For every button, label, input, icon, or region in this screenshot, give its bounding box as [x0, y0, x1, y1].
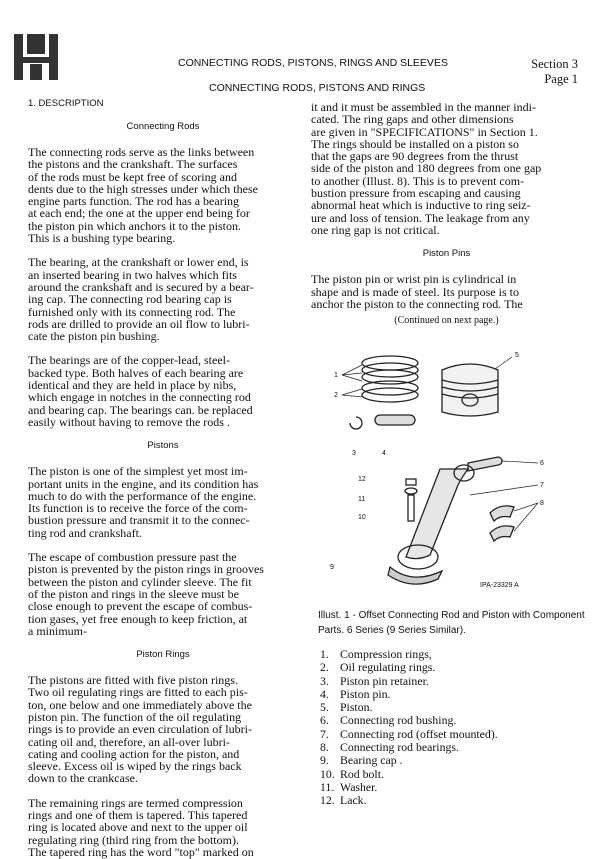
chapter-subtitle: CONNECTING RODS, PISTONS AND RINGS: [209, 82, 426, 94]
figure-caption: Illust. 1 - Offset Connecting Rod and Piston with Component Parts. 6 Series (9 Series Similar).: [318, 610, 585, 636]
paragraph-rings-2: The remaining rings are termed compression rings and one of them is tapered. This tapered ring is located above and next to the upper oil regulating ring (third ring from the bottom). The tapered ring has the word "top" marked on: [28, 795, 254, 859]
list-item: 10. Rod bolt.: [320, 766, 384, 781]
figure-label-12: 12: [358, 476, 366, 483]
parts-list: [320, 648, 580, 808]
figure-label-3: 3: [352, 450, 356, 457]
document-title: CONNECTING RODS, PISTONS, RINGS AND SLEEVES: [178, 57, 448, 69]
paragraph-rings-1: The pistons are fitted with five piston rings. Two oil regulating rings are fitted to each pis- ton, one below and one immediately above the piston pin. The function of the oil regulating rings is to provide an even circulation of lubri- cating oil and, therefore, an all-over lubri- cating and cooling action for the piston, and sleeve. Excess oil is wiped by the rings back down to the crankcase.: [28, 673, 252, 786]
ih-logo: [14, 34, 58, 80]
list-item: 11. Washer.: [320, 779, 378, 794]
list-item: 1. Compression rings,: [320, 647, 432, 661]
section-number: Section 3: [531, 57, 578, 71]
figure-label-1: 1: [334, 372, 338, 379]
list-item: 7. Connecting rod (offset mounted).: [320, 726, 498, 741]
list-item: 3. Piston pin retainer.: [320, 673, 429, 688]
page-number: Page 1: [544, 72, 578, 86]
paragraph-rods-3: The bearings are of the copper-lead, steel- backed type. Both halves of each bearing are identical and they are held in place by nibs, which engage in notches in the connecting rod and bearing cap. The bearings can. be replaced easily without having to remove the rods .: [28, 353, 253, 429]
heading-piston-rings: Piston Rings: [136, 649, 190, 661]
figure-label-11: 11: [358, 496, 366, 503]
figure-label-5: 5: [515, 352, 519, 359]
paragraph-pins-1: The piston pin or wrist pin is cylindrical in shape and is made of steel. Its purpose is to anchor the piston to the connecting rod. The: [311, 272, 523, 311]
continued-note: (Continued on next page.): [394, 315, 499, 327]
paragraph-pistons-1: The piston is one of the simplest yet most im- portant units in the engine, and its condition has much to do with the performance of the engine. Its function is to receive the force of the com- bustion pressure and transmit it to the connec- ting rod and crankshaft.: [28, 464, 259, 540]
paragraph-pistons-2: The escape of combustion pressure past the piston is prevented by the piston rings in grooves between the piston and cylinder sleeve. The fit of the piston and rings in the sleeve must be close enough to prevent the escape of combus- tion gases, yet free enough to keep friction, at a minimum-: [28, 550, 264, 638]
paragraph-rods-1: The connecting rods serve as the links between the pistons and the crankshaft. The surfaces of the rods must be kept free of scoring and dents due to the high stresses under which these engine parts function. The rod has a bearing at each end; the one at the upper end being for the piston pin which anchors it to the piston. This is a bushing type bearing.: [28, 145, 258, 246]
figure-label-6: 6: [540, 460, 544, 467]
list-item: 12. Lack.: [320, 793, 367, 808]
heading-piston-pins: Piston Pins: [422, 248, 471, 260]
figure-label-2: 2: [334, 392, 338, 399]
figure-label-9: 9: [330, 564, 334, 571]
right-column: [311, 101, 582, 326]
list-item: 2. Oil regulating rings.: [320, 660, 436, 675]
left-column: [28, 98, 298, 858]
exploded-view-illustration: [330, 345, 555, 590]
figure-code: IPA-23329 A: [480, 582, 519, 589]
paragraph-rings-3: it and it must be assembled in the manner indi- cated. The ring gaps and other dimensions are given in "SPECIFICATIONS" in Section 1. The rings should be installed on a piston so that the gaps are 90 degrees from the thrust side of the piston and 180 degrees from one gap to another (Illust. 8). This is to prevent com- bustion pressure from escaping and causing abnormal heat which is inductive to ring seiz- ure and loss of tension. The leakage from any one ring gap is not critical.: [311, 100, 542, 237]
list-item: 9. Bearing cap .: [320, 753, 403, 768]
section-heading: 1. DESCRIPTION: [28, 98, 104, 109]
list-item: 6. Connecting rod bushing.: [320, 713, 457, 728]
figure-label-8: 8: [540, 500, 544, 507]
figure-label-7: 7: [540, 482, 544, 489]
paragraph-rods-2: The bearing, at the crankshaft or lower end, is an inserted bearing in two halves which fits around the crankshaft and is secured by a bear- ing cap. The connecting rod bearing cap is furnished only with its connecting rod. The rods are drilled to provide an oil flow to lubri- cate the piston pin bushing.: [28, 255, 254, 344]
heading-connecting-rods: Connecting Rods: [126, 121, 200, 132]
figure-label-4: 4: [382, 450, 386, 457]
list-item: 5. Piston.: [320, 700, 373, 715]
heading-pistons: Pistons: [147, 440, 179, 452]
figure-label-10: 10: [358, 514, 366, 521]
list-item: 4. Piston pin.: [320, 686, 391, 701]
list-item: 8. Connecting rod bearings.: [320, 740, 459, 755]
